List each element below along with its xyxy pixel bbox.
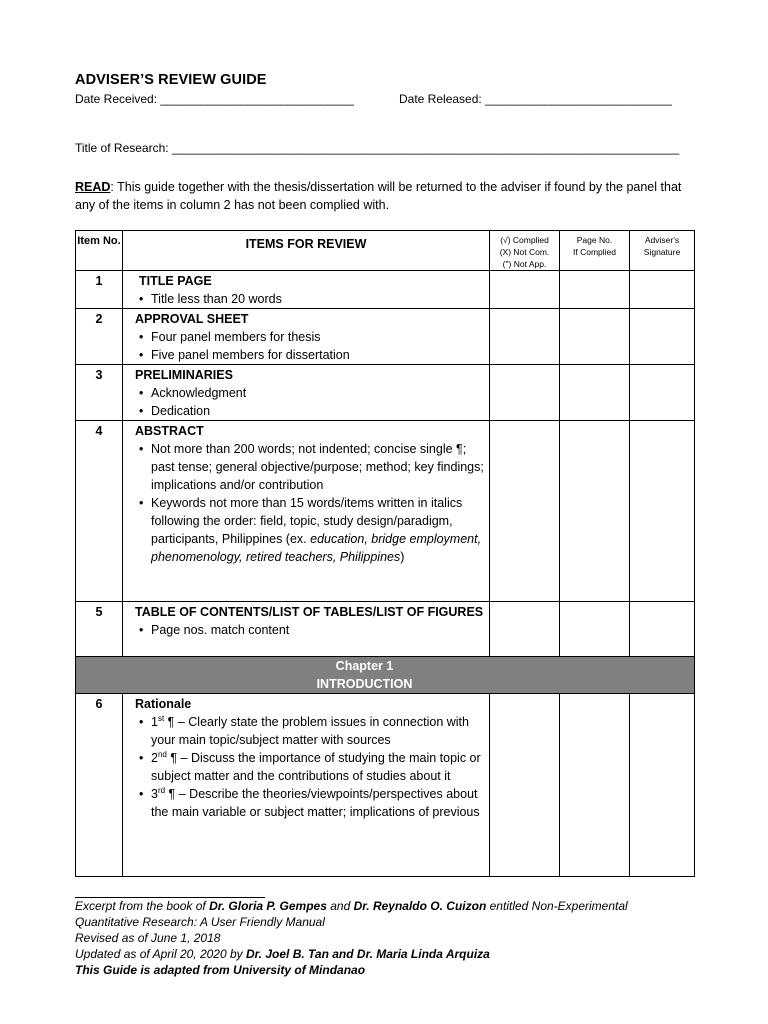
signature-cell[interactable] (630, 694, 695, 877)
item-number: 2 (76, 309, 123, 365)
read-text: : This guide together with the thesis/dissertation will be returned to the adviser if found by the panel that any of the items in column 2 has not been complied with. (75, 180, 682, 212)
complied-cell[interactable] (490, 421, 560, 602)
chapter-row (76, 657, 695, 694)
section-title: TITLE PAGE (139, 274, 212, 288)
table-row (76, 694, 695, 877)
item-number: 5 (76, 602, 123, 657)
complied-cell[interactable] (490, 271, 560, 309)
table-header-row (76, 231, 695, 271)
read-instructions (75, 179, 695, 214)
list-item: • 1st ¶ – Clearly state the problem issues in connection with your main topic/subject matter with sources (151, 713, 485, 749)
signature-cell[interactable] (630, 365, 695, 421)
item-content (123, 309, 490, 365)
item-number: 3 (76, 365, 123, 421)
read-label: READ (75, 180, 111, 194)
list-item: • Five panel members for dissertation (151, 346, 485, 364)
list-item: • Four panel members for thesis (151, 328, 485, 346)
item-content (123, 365, 490, 421)
updated-note: Updated as of April 20, 2020 by Dr. Joel B. Tan and Dr. Maria Linda Arquiza (75, 947, 490, 961)
adapted-note: This Guide is adapted from University of Mindanao (75, 963, 366, 977)
signature-cell[interactable] (630, 602, 695, 657)
table-row (76, 421, 695, 602)
chapter-number-cell (76, 657, 123, 694)
revised-note: Revised as of June 1, 2018 (75, 931, 221, 945)
section-title: Rationale (135, 697, 192, 711)
table-row (76, 309, 695, 365)
page-no-cell[interactable] (560, 602, 630, 657)
section-title: ABSTRACT (135, 424, 204, 438)
table-row (76, 271, 695, 309)
header-adviser-signature: Adviser's Signature (630, 231, 695, 271)
list-item: • Dedication (151, 402, 485, 420)
chapter-label: Chapter 1 (335, 659, 394, 673)
page-no-cell[interactable] (560, 421, 630, 602)
page-no-cell[interactable] (560, 365, 630, 421)
list-item: • Acknowledgment (151, 384, 485, 402)
header-page-no: Page No. If Complied (560, 231, 630, 271)
complied-cell[interactable] (490, 602, 560, 657)
list-item: • Title less than 20 words (151, 290, 485, 308)
section-title: TABLE OF CONTENTS/LIST OF TABLES/LIST OF FIGURES (135, 605, 484, 619)
item-content (123, 602, 490, 657)
page-no-cell[interactable] (560, 309, 630, 365)
complied-cell[interactable] (490, 694, 560, 877)
chapter-heading (123, 657, 560, 694)
page-no-cell[interactable] (560, 694, 630, 877)
header-complied: (√) Complied (X) Not Com. (") Not App. (490, 231, 560, 271)
keyword-example: education, bridge employment, phenomenology, retired teachers, Philippines (151, 532, 482, 564)
date-received-field: Date Received: _____________________________ (75, 92, 354, 106)
section-title: APPROVAL SHEET (135, 312, 249, 326)
header-items-for-review: ITEMS FOR REVIEW (123, 231, 490, 271)
complied-cell[interactable] (490, 365, 560, 421)
signature-cell[interactable] (630, 421, 695, 602)
table-row (76, 602, 695, 657)
page-no-cell[interactable] (560, 271, 630, 309)
complied-cell[interactable] (490, 309, 560, 365)
list-item: • 3rd ¶ – Describe the theories/viewpoints/perspectives about the main variable or subject matter; implications of previous (151, 785, 485, 821)
item-number: 6 (76, 694, 123, 877)
review-table (75, 230, 695, 877)
chapter-title: INTRODUCTION (316, 677, 413, 691)
header-item-no: Item No. (76, 231, 123, 271)
item-content (123, 271, 490, 309)
section-title: PRELIMINARIES (135, 368, 233, 382)
date-released-field: Date Released: ____________________________ (399, 92, 672, 106)
item-content (123, 421, 490, 602)
excerpt-credit: Excerpt from the book of Dr. Gloria P. Gempes and Dr. Reynaldo O. Cuizon entitled Non-Experimental Quantitative Research: A User Friendly Manual (75, 899, 628, 929)
signature-cell[interactable] (630, 309, 695, 365)
list-item: • Keywords not more than 15 words/items written in italics following the order: field, topic, study design/paradigm, participants, Philippines (ex. education, bridge employment, phenomenology, retired teachers, Philippines) (151, 494, 485, 566)
item-content (123, 694, 490, 877)
footer-notes (75, 898, 695, 978)
signature-cell[interactable] (630, 271, 695, 309)
list-item: • Not more than 200 words; not indented; concise single ¶; past tense; general objective/purpose; method; key findings; implications and/or contribution (151, 440, 485, 494)
list-item: • 2nd ¶ – Discuss the importance of studying the main topic or subject matter and the contributions of studies about it (151, 749, 485, 785)
table-row (76, 365, 695, 421)
list-item: • Page nos. match content (151, 621, 485, 639)
page-title: ADVISER’S REVIEW GUIDE (75, 72, 267, 88)
item-number: 1 (76, 271, 123, 309)
title-of-research-field: Title of Research: ____________________________________________________________________________ (75, 141, 680, 155)
item-number: 4 (76, 421, 123, 602)
